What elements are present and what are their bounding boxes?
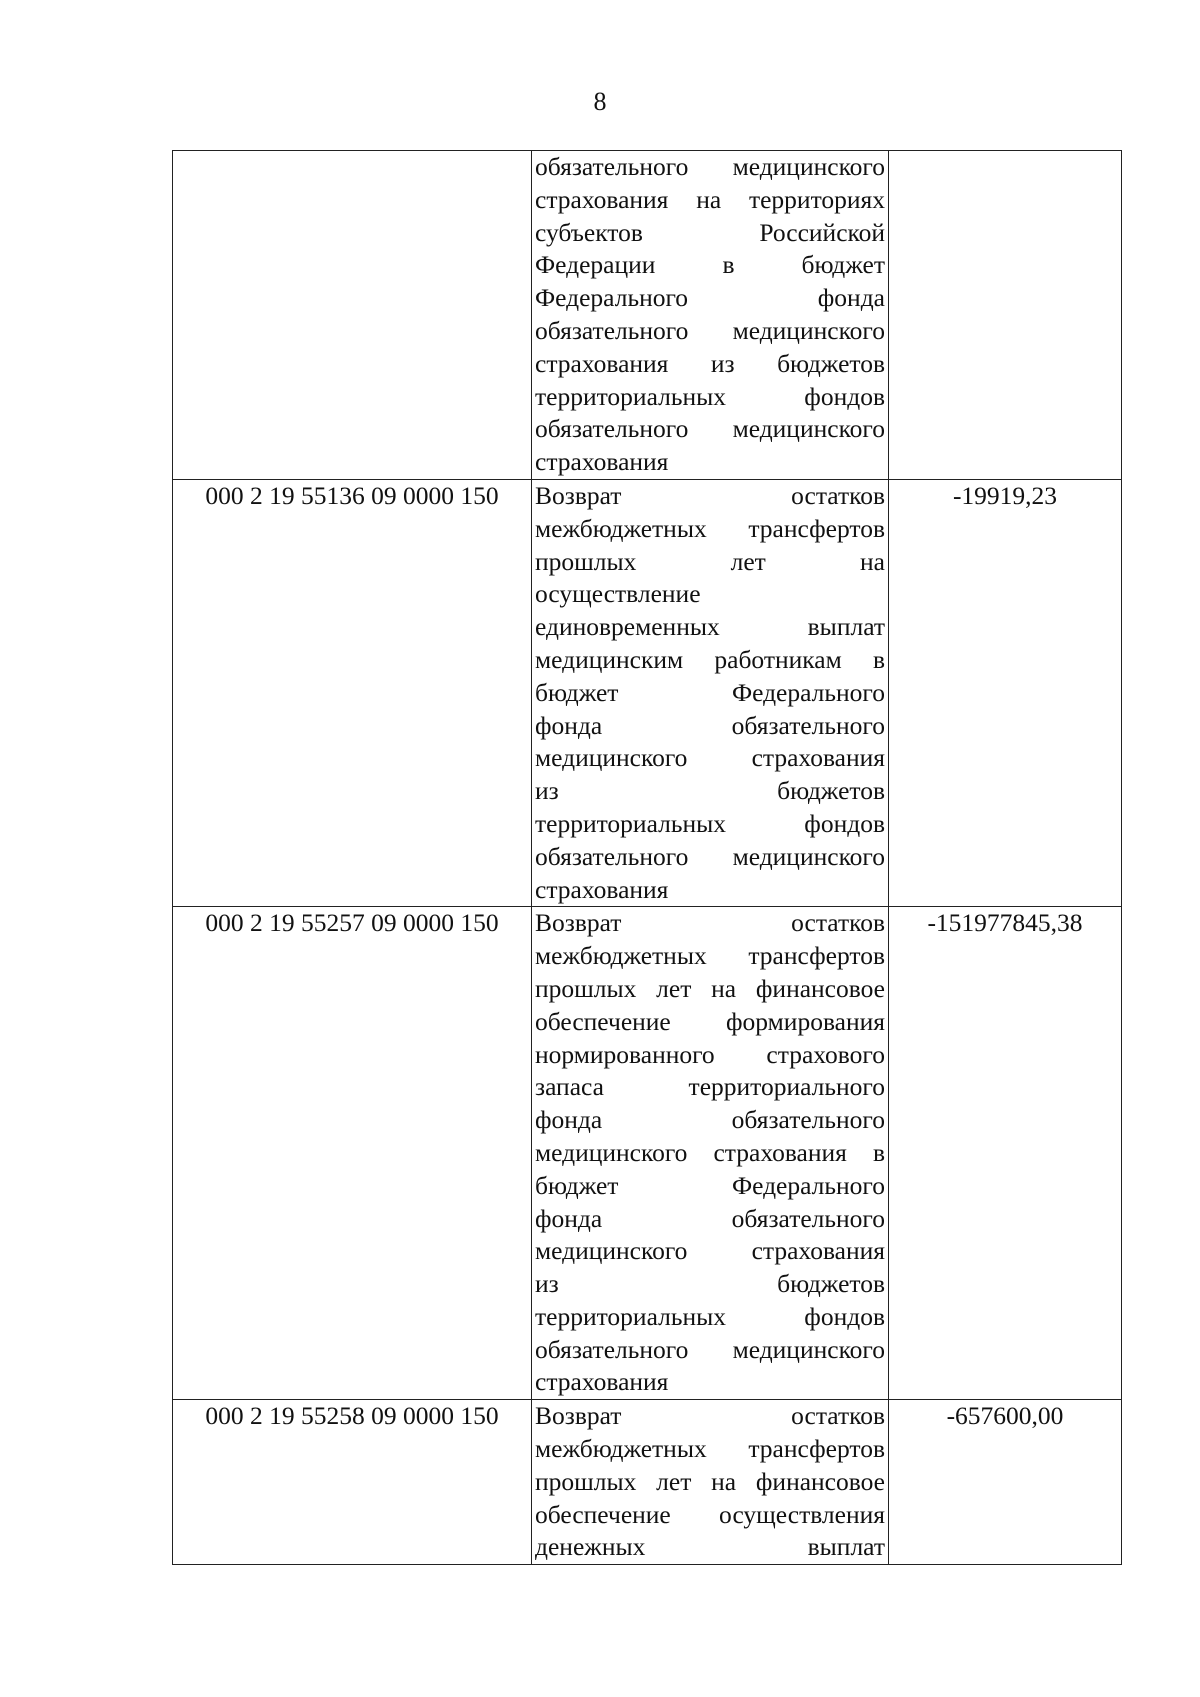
description-line: межбюджетных трансфертов [535,513,885,543]
code-cell: 000 2 19 55258 09 0000 150 [173,1400,532,1565]
description-line: нормированного страхового [535,1039,885,1069]
description-line: Федерации в бюджет [535,250,885,280]
code-cell [173,151,532,480]
description-line: страхования [535,874,669,904]
description-cell [532,479,889,906]
description-line: Возврат остатков [535,1401,885,1431]
amount-cell: -151977845,38 [889,907,1122,1400]
description-cell [532,151,889,480]
description-line: медицинского страхования в [535,1137,885,1167]
description-line: страхования [535,447,669,477]
description-line: страхования [535,1367,669,1397]
description-line: субъектов Российской [535,217,885,247]
description-line: денежных выплат [535,1532,885,1562]
budget-table-body [173,151,1122,1565]
description-line: обязательного медицинского [535,841,885,871]
page-number: 8 [593,87,607,116]
description-line: обязательного медицинского [535,414,885,444]
budget-table [172,150,1122,1565]
description-line: фонда обязательного [535,1105,885,1135]
amount-cell: -657600,00 [889,1400,1122,1565]
description-line: прошлых лет на финансовое [535,1466,885,1496]
description-line: прошлых лет на финансовое [535,973,885,1003]
amount-cell: -19919,23 [889,479,1122,906]
description-line: бюджет Федерального [535,1170,885,1200]
description-line: медицинским работникам в [535,644,885,674]
description-line: медицинского страхования [535,1236,885,1266]
description-line: обязательного медицинского [535,315,885,345]
description-line: обязательного медицинского [535,1334,885,1364]
description-line: из бюджетов [535,1269,885,1299]
description-line: Федерального фонда [535,283,885,313]
table-row [173,1400,1122,1565]
description-line: страхования на территориях [535,184,885,214]
description-line: Возврат остатков [535,480,885,510]
description-line: из бюджетов [535,776,885,806]
description-line: обеспечение осуществления [535,1499,885,1529]
description-line: межбюджетных трансфертов [535,1434,885,1464]
description-line: прошлых лет на [535,546,885,576]
description-line: обеспечение формирования [535,1006,885,1036]
description-line: единовременных выплат [535,612,885,642]
description-line: страхования из бюджетов [535,348,885,378]
description-line: медицинского страхования [535,743,885,773]
description-line: запаса территориального [535,1072,885,1102]
description-line: межбюджетных трансфертов [535,941,885,971]
description-line: территориальных фондов [535,381,885,411]
code-cell: 000 2 19 55136 09 0000 150 [173,479,532,906]
description-line: бюджет Федерального [535,677,885,707]
code-cell: 000 2 19 55257 09 0000 150 [173,907,532,1400]
table-row [173,479,1122,906]
table-row [173,151,1122,480]
description-line: фонда обязательного [535,710,885,740]
description-cell [532,1400,889,1565]
description-line: территориальных фондов [535,1301,885,1331]
description-cell [532,907,889,1400]
description-line: обязательного медицинского [535,152,885,181]
description-line: Возврат остатков [535,908,885,938]
table-row [173,907,1122,1400]
description-line: осуществление [535,579,701,609]
amount-cell [889,151,1122,480]
description-line: территориальных фондов [535,808,885,838]
description-line: фонда обязательного [535,1203,885,1233]
